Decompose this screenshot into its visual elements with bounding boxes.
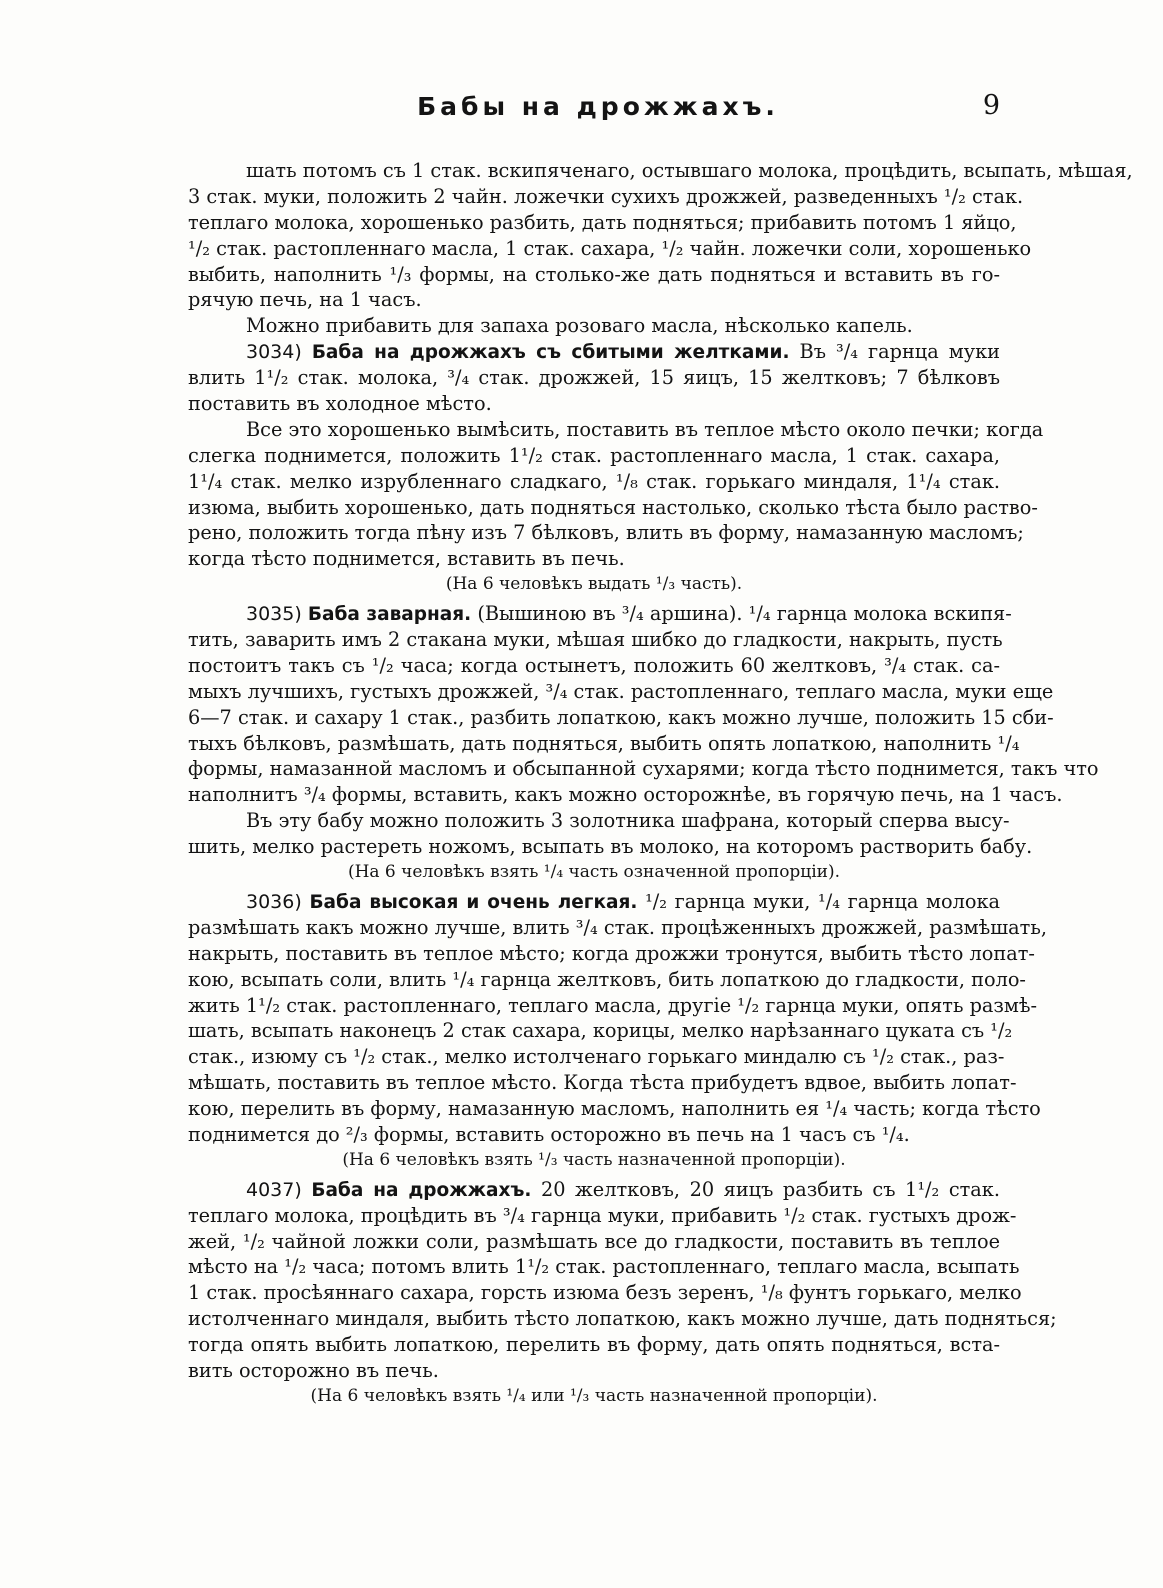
text-line: 1 стак. просѣяннаго сахара, горсть изюма безъ зеренъ, ¹/₈ фунтъ горькаго, мелко [188, 1281, 1022, 1305]
portion-note: (На 6 человѣкъ взять ¹/₄ или ¹/₃ часть назначенной пропорціи). [310, 1385, 878, 1406]
recipe-heading: Баба на дрожжахъ. [311, 1179, 532, 1201]
paragraph [188, 417, 1044, 601]
text-line [188, 601, 1012, 627]
text-line: мыхъ лучшихъ, густыхъ дрожжей, ³/₄ стак. растопленнаго, теплаго масла, муки еще [188, 679, 1054, 703]
text-line: Можно прибавить для запаха розоваго масла, нѣсколько капель. [246, 314, 913, 338]
running-title: Бабы на дрожжахъ. [417, 92, 779, 121]
paragraph [188, 158, 1133, 313]
text-line: теплаго молока, хорошенько разбить, дать подняться; прибавить потомъ 1 яйцо, [188, 210, 1017, 234]
recipe-heading: Баба высокая и очень легкая. [309, 891, 638, 913]
recipe-number: 3036) [246, 890, 302, 913]
recipe-number: 3035) [246, 603, 302, 626]
text-line: теплаго молока, процѣдить въ ³/₄ гарнца муки, прибавить ¹/₂ стак. густыхъ дрож- [188, 1203, 1017, 1227]
portion-note: (На 6 человѣкъ взять ¹/₄ часть означенной пропорціи). [347, 862, 841, 883]
text-line: влить 1¹/₂ стак. молока, ³/₄ стак. дрожжей, 15 яицъ, 15 желтковъ; 7 бѣлковъ [188, 366, 1000, 390]
recipe-heading: Баба на дрожжахъ съ сбитыми желтками. [311, 342, 790, 364]
page-header [188, 92, 1008, 136]
text-line [188, 889, 1000, 915]
text-line: шать потомъ съ 1 стак. вскипяченаго, остывшаго молока, процѣдить, всыпать, мѣшая, [246, 159, 1133, 182]
text-line: размѣшать какъ можно лучше, влить ³/₄ стак. процѣженныхъ дрожжей, размѣшать, [188, 915, 1047, 939]
text-line: наполнитъ ³/₄ формы, вставить, какъ можно осторожнѣе, въ горячую печь, на 1 часъ. [188, 783, 1063, 807]
recipe-block [188, 601, 1099, 808]
paragraph [188, 808, 1033, 889]
text-line [188, 339, 1000, 365]
text-line: шить, мелко растереть ножомъ, всыпать въ молоко, на которомъ растворить бабу. [188, 835, 1033, 859]
text-line: постоитъ такъ съ ¹/₂ часа; когда остынетъ, положить 60 желтковъ, ³/₄ стак. са- [188, 653, 1000, 677]
recipe-block [188, 1177, 1057, 1413]
text-line: кою, всыпать соли, влить ¹/₄ гарнца желтковъ, бить лопаткою до гладкости, поло- [188, 967, 1026, 991]
text-line: накрыть, поставить въ теплое мѣсто; когда дрожжи тронутся, выбить тѣсто лопат- [188, 941, 1035, 965]
text-line: мѣсто на ¹/₂ часа; потомъ влить 1¹/₂ стак. растопленнаго, теплаго масла, всыпать [188, 1255, 1020, 1279]
text-line: жей, ¹/₂ чайной ложки соли, размѣшать все до гладкости, поставить въ теплое [188, 1229, 1000, 1253]
recipe-text: Въ ³/₄ гарнца муки [799, 340, 1000, 364]
text-line: тить, заварить имъ 2 стакана муки, мѣшая шибко до гладкости, накрыть, пусть [188, 628, 1003, 652]
text-line: 6—7 стак. и сахару 1 стак., разбить лопаткою, какъ можно лучше, положить 15 сби- [188, 705, 1054, 729]
recipe-text: (Вышиною въ ³/₄ аршина). ¹/₄ гарнца молока вскипя- [477, 602, 1012, 626]
text-line: тогда опять выбить лопаткою, перелить въ форму, дать опять подняться, вста- [188, 1333, 1000, 1357]
text-line: выбить, наполнить ¹/₃ формы, на столько-же дать подняться и вставить въ го- [188, 262, 1000, 286]
text-line: слегка поднимется, положить 1¹/₂ стак. растопленнаго масла, 1 стак. сахара, [188, 443, 1000, 467]
recipe-block [188, 889, 1047, 1177]
text-line: мѣшать, поставить въ теплое мѣсто. Когда тѣста прибудетъ вдвое, выбить лопат- [188, 1071, 1017, 1095]
text-line: ¹/₂ стак. растопленнаго масла, 1 стак. сахара, ¹/₂ чайн. ложечки соли, хорошенько [188, 236, 1032, 260]
text-line: формы, намазанной масломъ и обсыпанной сухарями; когда тѣсто поднимется, такъ что [188, 757, 1099, 781]
text-line: рячую печь, на 1 часъ. [188, 288, 422, 312]
recipe-heading: Баба заварная. [307, 604, 472, 626]
portion-note: (На 6 человѣкъ взять ¹/₃ часть назначенной пропорціи). [342, 1149, 846, 1170]
text-line: Въ эту бабу можно положить 3 золотника шафрана, который сперва высу- [246, 809, 1010, 833]
recipe-number: 3034) [246, 341, 302, 364]
text-line: 3 стак. муки, положить 2 чайн. ложечки сухихъ дрожжей, разведенныхъ ¹/₂ стак. [188, 184, 1024, 208]
text-line: поднимется до ²/₃ формы, вставить осторожно въ печь на 1 часъ съ ¹/₄. [188, 1122, 910, 1146]
recipe-number: 4037) [246, 1178, 302, 1201]
text-line [188, 1177, 1000, 1203]
paragraph [188, 313, 1000, 339]
text-line: Все это хорошенько вымѣсить, поставить въ теплое мѣсто около печки; когда [246, 417, 1044, 441]
text-line: 1¹/₄ стак. мелко изрубленнаго сладкаго, ¹/₈ стак. горькаго миндаля, 1¹/₄ стак. [188, 469, 1000, 493]
text-line: кою, перелить въ форму, намазанную масломъ, наполнить ея ¹/₄ часть; когда тѣсто [188, 1097, 1041, 1121]
portion-note: (На 6 человѣкъ выдать ¹/₃ часть). [445, 574, 743, 595]
text-line: тыхъ бѣлковъ, размѣшать, дать подняться, выбить опять лопаткою, наполнить ¹/₄ [188, 731, 1020, 755]
text-line: когда тѣсто поднимется, вставить въ печь. [188, 547, 625, 571]
text-line: шать, всыпать наконецъ 2 стак сахара, корицы, мелко нарѣзаннаго цуката съ ¹/₂ [188, 1019, 1013, 1043]
text-line: жить 1¹/₂ стак. растопленнаго, теплаго масла, другіе ¹/₂ гарнца муки, опять размѣ- [188, 993, 1038, 1017]
recipe-text: ¹/₂ гарнца муки, ¹/₄ гарнца молока [645, 889, 1000, 913]
text-line: рено, положить тогда пѣну изъ 7 бѣлковъ, влить въ форму, намазанную масломъ; [188, 521, 1024, 545]
text-line: изюма, выбить хорошенько, дать подняться настолько, сколько тѣста было раство- [188, 495, 1038, 519]
recipe-block [188, 339, 1000, 417]
text-line: стак., изюму съ ¹/₂ стак., мелко истолченаго горькаго миндалю съ ¹/₂ стак., раз- [188, 1045, 1005, 1069]
text-line: вить осторожно въ печь. [188, 1358, 439, 1382]
page-body [188, 158, 1133, 1413]
page-number: 9 [982, 90, 1000, 121]
recipe-text: 20 желтковъ, 20 яицъ разбить съ 1¹/₂ стак. [540, 1177, 1000, 1201]
text-line: поставить въ холодное мѣсто. [188, 392, 492, 416]
text-line: истолченнаго миндаля, выбить тѣсто лопаткою, какъ можно лучше, дать подняться; [188, 1307, 1057, 1331]
